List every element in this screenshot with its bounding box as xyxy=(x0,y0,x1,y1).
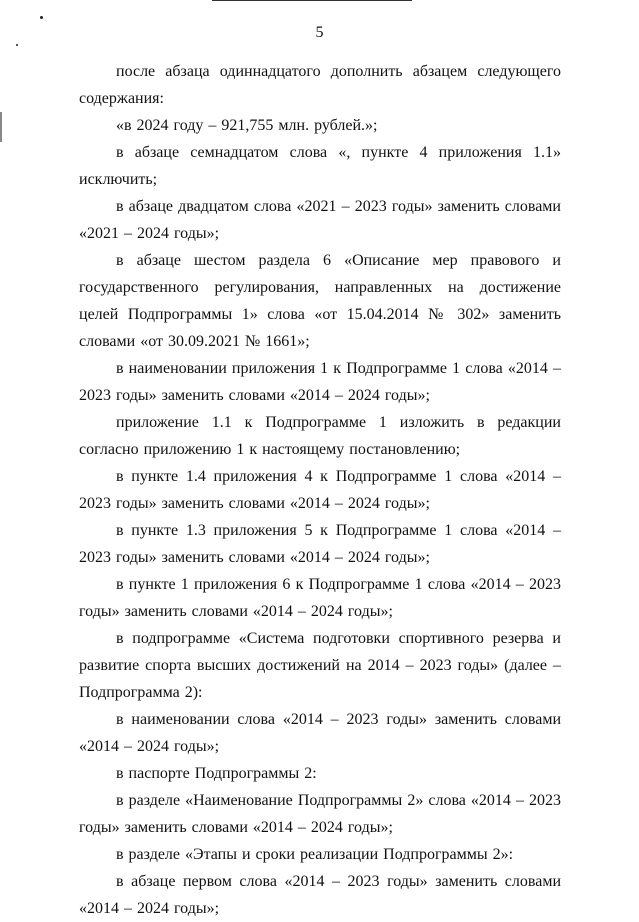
paragraph: «в 2024 году – 921,755 млн. рублей.»; xyxy=(116,117,378,134)
scan-edge-line xyxy=(212,0,412,1)
paragraph: в разделе «Наименование Подпрограммы 2» слова «2014 – 2023 годы» заменить словами «2014 – 2024 годы»; xyxy=(79,792,561,836)
paragraph: после абзаца одиннадцатого дополнить абзацем следующего содержания: xyxy=(79,63,561,107)
paragraph: в разделе «Этапы и сроки реализации Подпрограммы 2»: xyxy=(116,846,514,863)
scan-speck xyxy=(16,44,18,46)
page-number: 5 xyxy=(315,24,324,41)
paragraph: в абзаце двадцатом слова «2021 – 2023 годы» заменить словами «2021 – 2024 годы»; xyxy=(79,198,561,242)
paragraph: в абзаце семнадцатом слова «, пункте 4 приложения 1.1» исключить; xyxy=(79,144,561,188)
paragraph: в наименовании приложения 1 к Подпрограмме 1 слова «2014 – 2023 годы» заменить словами «2014 – 2024 годы»; xyxy=(79,360,561,404)
paragraph: в пункте 1 приложения 6 к Подпрограмме 1 слова «2014 – 2023 годы» заменить словами «2014 – 2024 годы»; xyxy=(79,576,561,620)
paragraph: в пункте 1.4 приложения 4 к Подпрограмме 1 слова «2014 – 2023 годы» заменить словами «2014 – 2024 годы»; xyxy=(79,468,561,512)
paragraph: в пункте 1.3 приложения 5 к Подпрограмме 1 слова «2014 – 2023 годы» заменить словами «2014 – 2024 годы»; xyxy=(79,522,561,566)
paragraph: в абзаце шестом раздела 6 «Описание мер правового и государственного регулирования, направленных на достижение целей Подпрограммы 1» слова «от 15.04.2014 № 302» заменить словами «от 30.09.2021 № 1661»; xyxy=(79,252,561,350)
scan-speck xyxy=(40,16,43,19)
paragraph: в абзаце первом слова «2014 – 2023 годы» заменить словами «2014 – 2024 годы»; xyxy=(79,873,561,917)
document-body xyxy=(79,58,561,922)
paragraph: в паспорте Подпрограммы 2: xyxy=(116,765,317,782)
scan-margin-mark xyxy=(0,112,2,142)
paragraph: приложение 1.1 к Подпрограмме 1 изложить в редакции согласно приложению 1 к настоящему постановлению; xyxy=(79,414,561,458)
paragraph: в подпрограмме «Система подготовки спортивного резерва и развитие спорта высших достижений на 2014 – 2023 годы» (далее – Подпрограмма 2): xyxy=(79,630,561,701)
paragraph: в наименовании слова «2014 – 2023 годы» заменить словами «2014 – 2024 годы»; xyxy=(79,711,561,755)
